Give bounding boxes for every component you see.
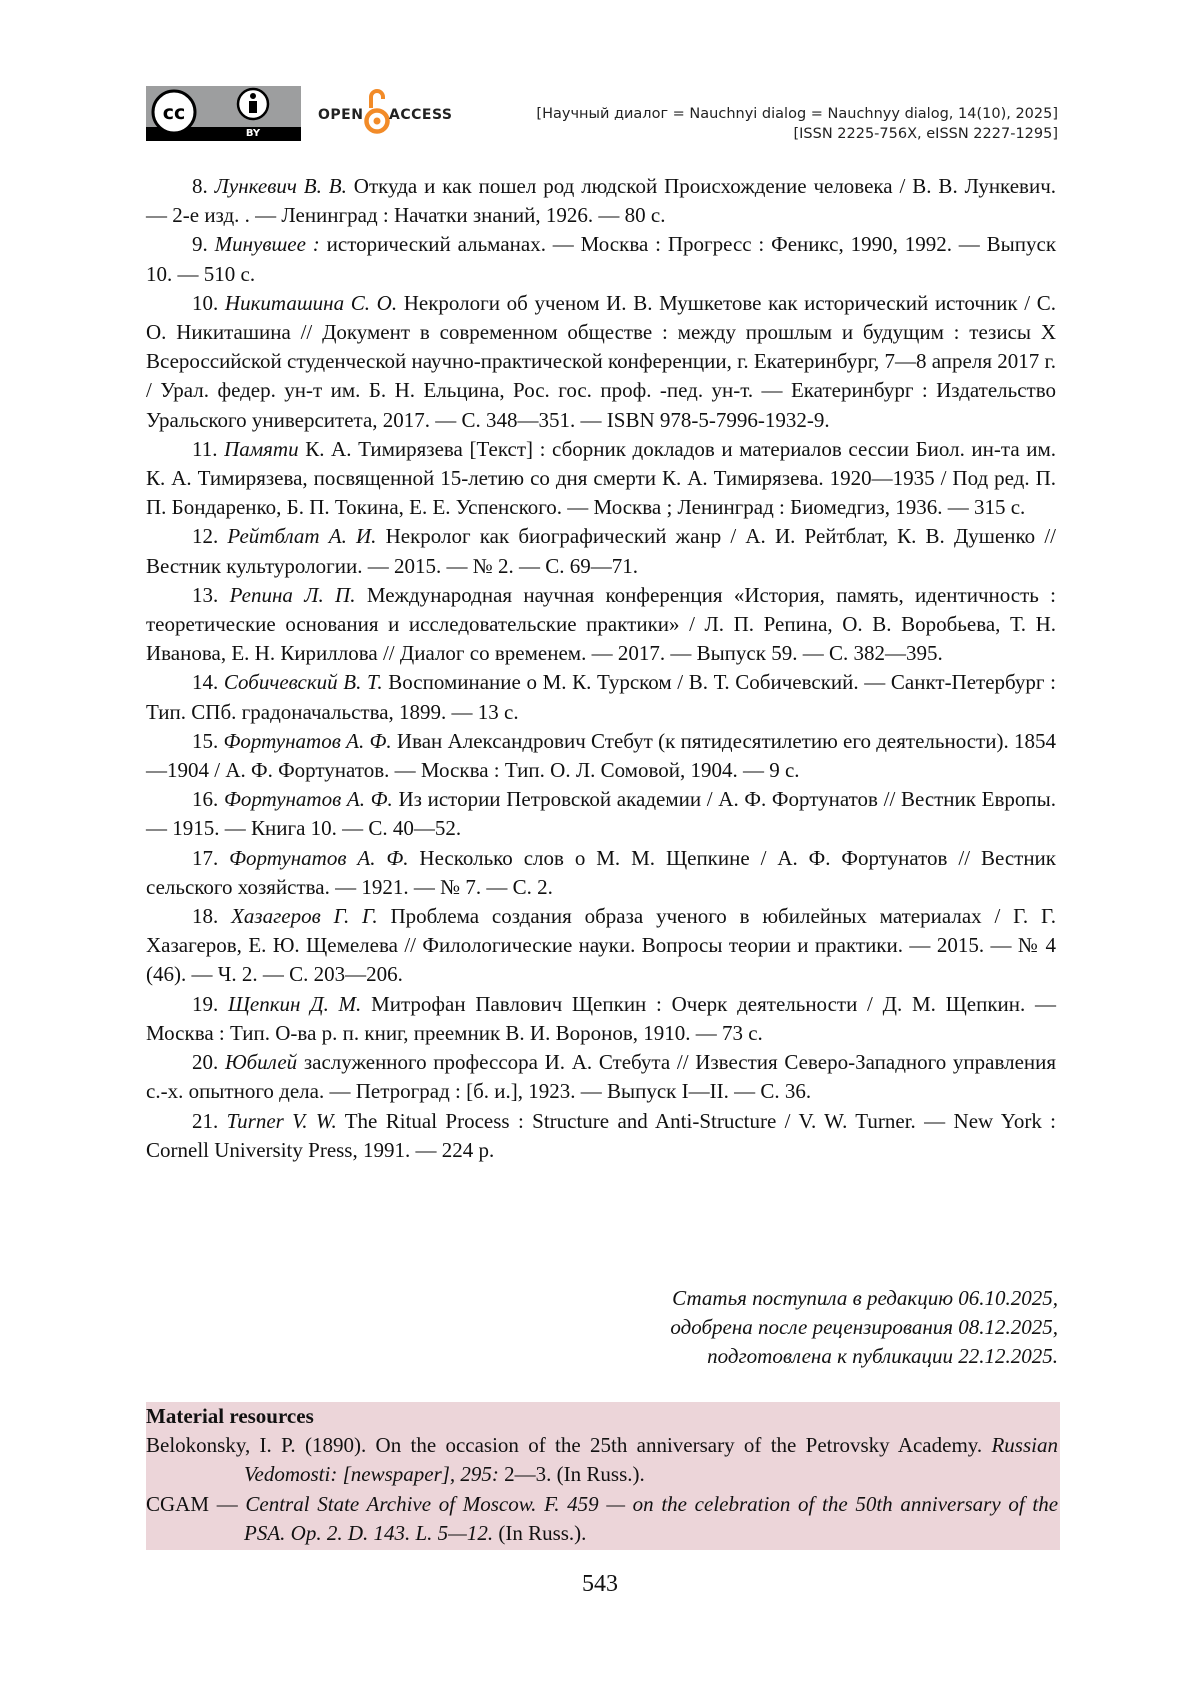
reference-item: 20. Юбилей заслуженного профессора И. А. Стебута // Известия Северо-Западного управления с.-х. опытного дела. — Петроград : [б. и.], 1923. — Выпуск I—II. — С. 36. — [146, 1050, 1057, 1104]
reference-item: 8. Лункевич В. В. Откуда и как пошел род людской Происхождение человека / В. В. Лункевич. — 2-е изд. . — Ленинград : Начатки знаний, 1926. — 80 с. — [146, 174, 1057, 228]
reference-item: 16. Фортунатов А. Ф. Из истории Петровской академии / А. Ф. Фортунатов // Вестник Европы. — 1915. — Книга 10. — С. 40—52. — [146, 787, 1057, 841]
journal-issn: [ISSN 2225-756X, eISSN 2227-1295] — [793, 126, 1058, 142]
reference-author: Фортунатов А. Ф. — [223, 787, 393, 812]
reference-item: 15. Фортунатов А. Ф. Иван Александрович Стебут (к пятидесятилетию его деятельности). 1854—1904 / А. Ф. Фортунатов. — Москва : Тип. О. Л. Сомовой, 1904. — 9 с. — [146, 728, 1057, 783]
journal-header — [536, 104, 1058, 144]
reference-item: 11. Памяти К. А. Тимирязева [Текст] : сборник докладов и материалов сессии Биол. ин-та им. К. А. Тимирязева, посвященной 15-летию со дня смерти К. А. Тимирязева. 1920—1935 / Под ред. П. П. Бондаренко, Б. П. Токина, Е. Е. Успенского. — Москва ; Ленинград : Биомедгиз, 1936. — 315 с. — [146, 436, 1057, 520]
article-dates — [670, 1284, 1058, 1372]
reference-author: Щепкин Д. М. — [228, 991, 362, 1016]
reference-author: Хазагеров Г. Г. — [231, 904, 378, 929]
reference-author: Рейтблат А. И. — [227, 524, 377, 549]
open-access-lock-icon — [364, 86, 390, 138]
cc-by-license-badge[interactable] — [146, 86, 301, 141]
reference-item: 9. Минувшее : исторический альманах. — Москва : Прогресс : Феникс, 1990, 1992. — Выпуск 10. — 510 с. — [146, 232, 1057, 286]
reference-item: 21. Turner V. W. The Ritual Process : Structure and Anti-Structure / V. W. Turner. — New York : Cornell University Press, 1991. — 224 p. — [146, 1108, 1057, 1162]
reference-item: 10. Никиташина С. О. Некрологи об ученом И. В. Мушкетове как исторический источник / С. О. Никиташина // Документ в современном обществе : между прошлым и будущим : тезисы X Всероссийской студенческой научно-практической конференции, г. Екатеринбург, 7—8 апреля 2017 г. / Урал. федер. ун-т им. Б. Н. Ельцина, Рос. гос. проф. -пед. ун-т. — Екатеринбург : Издательство Уральского университета, 2017. — С. 348—351. — ISBN 978-5-7996-1932-9. — [146, 290, 1056, 432]
received-date: Статья поступила в редакцию 06.10.2025, — [672, 1286, 1058, 1310]
reference-item: 14. Собичевский В. Т. Воспоминание о М. К. Турском / В. Т. Собичевский. — Санкт-Петербург : Тип. СПб. градоначальства, 1899. — 13 с. — [146, 670, 1057, 724]
reference-author: Лункевич В. В. — [214, 174, 347, 198]
material-resources-title: Material resources — [146, 1404, 314, 1428]
reference-item: 17. Фортунатов А. Ф. Несколько слов о М. М. Щепкине / А. Ф. Фортунатов // Вестник сельского хозяйства. — 1921. — № 7. — С. 2. — [146, 845, 1057, 899]
reference-list — [146, 172, 1056, 1165]
approved-date: одобрена после рецензирования 08.12.2025, — [670, 1315, 1058, 1340]
reference-author: Никиташина С. О. — [224, 290, 398, 315]
material-entry: Belokonsky, I. P. (1890). On the occasion of the 25th anniversary of the Petrovsky Academy. Russian Vedomosti: [newspaper], 295: 2—3. (In Russ.). — [146, 1433, 1058, 1487]
reference-author: Фортунатов А. Ф. — [223, 728, 392, 753]
cc-by-icon — [146, 86, 301, 141]
prepared-date: подготовлена к публикации 22.12.2025. — [707, 1344, 1058, 1369]
license-badge-label: BY — [245, 128, 261, 139]
reference-author: Turner V. W. — [226, 1108, 337, 1133]
reference-item: 19. Щепкин Д. М. Митрофан Павлович Щепкин : Очерк деятельности / Д. М. Щепкин. — Москва : Тип. О-ва р. п. книг, преемник В. И. Воронов, 1910. — 73 с. — [146, 991, 1057, 1045]
oa-open-text: OPEN — [318, 107, 364, 123]
open-access-logo[interactable] — [318, 86, 460, 138]
page-number: 543 — [582, 1571, 618, 1597]
reference-item: 12. Рейтблат А. И. Некролог как биографический жанр / А. И. Рейтблат, К. В. Душенко // Вестник культурологии. — 2015. — № 2. — С. 69—71. — [146, 524, 1056, 578]
reference-item: 18. Хазагеров Г. Г. Проблема создания образа ученого в юбилейных материалах / Г. Г. Хазагеров, Е. Ю. Щемелева // Филологические науки. Вопросы теории и практики. — 2015. — № 4 (46). — Ч. 2. — С. 203—206. — [146, 904, 1057, 987]
material-entry: CGAM — Central State Archive of Moscow. F. 459 — on the celebration of the 50th anniversary of the PSA. Op. 2. D. 143. L. 5—12. (In Russ.). — [146, 1491, 1059, 1545]
reference-author: Юбилей — [224, 1050, 298, 1075]
reference-author: Фортунатов А. Ф. — [229, 845, 409, 870]
svg-text:cc: cc — [162, 102, 186, 124]
reference-author: Минувшее : — [214, 232, 320, 257]
journal-citation: [Научный диалог = Nauchnyi dialog = Nauchnyy dialog, 14(10), 2025] — [536, 106, 1058, 122]
reference-author: Репина Л. П. — [229, 582, 356, 607]
material-resources — [146, 1402, 1060, 1550]
reference-author: Памяти — [224, 436, 299, 461]
reference-item: 13. Репина Л. П. Международная научная конференция «История, память, идентичность : теоретические основания и исследовательские практики» / Л. П. Репина, О. В. Воробьева, Т. Н. Иванова, Е. Н. Кириллова // Диалог со временем. — 2017. — Выпуск 59. — С. 382—395. — [146, 582, 1057, 666]
reference-author: Собичевский В. Т. — [223, 670, 383, 695]
oa-access-text: ACCESS — [389, 107, 453, 123]
